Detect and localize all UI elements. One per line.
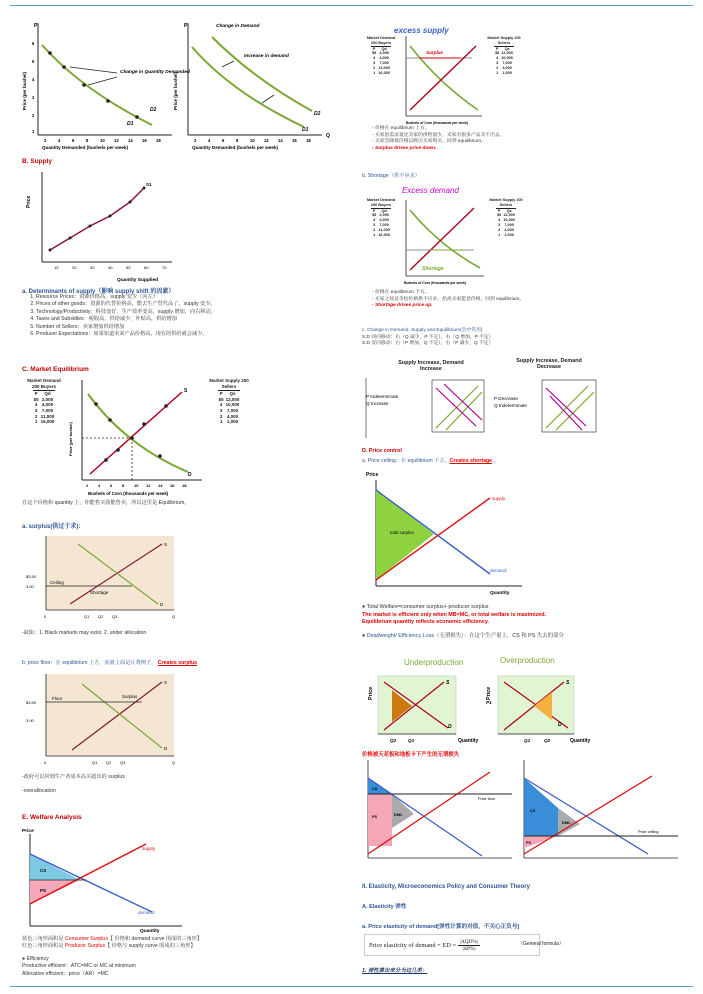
svg-text:2: 2 (44, 138, 47, 143)
p-axis-label: P (34, 23, 38, 29)
svg-text:S1: S1 (146, 182, 152, 187)
demand-graphs (22, 15, 342, 153)
svg-text:Quantity Supplied: Quantity Supplied (117, 278, 159, 283)
svg-text:Price: Price (368, 686, 374, 700)
svg-text:2: 2 (86, 483, 89, 488)
ceiling-note: -缺陷：1. Black markets may exist. 2. under allocation (22, 630, 147, 636)
svg-text:CS: CS (530, 809, 536, 813)
svg-text:3: 3 (32, 95, 35, 100)
svg-text:Q2: Q2 (98, 614, 104, 619)
demand-curve (42, 45, 152, 125)
determinants-heading: a. Determinants of supply（影响 supply shift 的因素） (22, 289, 175, 295)
svg-text:P Indeterminate: P Indeterminate (366, 394, 399, 399)
svg-text:Quantity: Quantity (140, 929, 160, 934)
svg-text:6: 6 (72, 138, 75, 143)
svg-text:S: S (446, 680, 450, 686)
change-g2-title: Supply Increase, Demand Decrease (516, 358, 582, 370)
es-supply-table: Market Supply 200 Sellers P Qs $5 12,000 4 10,000 3 7,000 2 4,000 1 1,000 (487, 36, 521, 75)
svg-text:Quantity: Quantity (458, 738, 479, 744)
y-label: Price (per bushel) (22, 71, 27, 110)
svg-text:6: 6 (110, 483, 113, 488)
x-label: Quantity Demanded (bushels per week) (42, 145, 129, 150)
svg-text:D: D (164, 746, 168, 751)
svg-text:40: 40 (108, 265, 113, 270)
svg-text:Q: Q (326, 133, 330, 139)
svg-text:S: S (164, 542, 168, 547)
dwl-graphs (362, 670, 602, 748)
svg-text:Bushels of Corn (thousands per: Bushels of Corn (thousands per week) (406, 121, 468, 125)
determinants-list: 1. Resource Prices：资源价格高，supply 变少（向左） 2. Prices of other goods：资源的代替价格高，能去生产替代品了，supply 变少。 3. Technology/Productivity：科技变好，生产效率变高，supply 增加，向右移动。 4. Taxes and Subsidies：税收高，供给减少，补贴高，供给增加 5. Number of Sellers：卖家增加供给增加 6. Producer Expectations：如果知道未来产品价格高，现在的供给就会减少。 (22, 294, 342, 338)
svg-text:0: 0 (44, 760, 47, 765)
svg-text:1: 1 (32, 129, 35, 134)
svg-text:Price floor: Price floor (478, 797, 496, 801)
svg-text:Price ceiling: Price ceiling (638, 830, 659, 834)
svg-text:Q1: Q1 (84, 614, 90, 619)
svg-text:30: 30 (90, 265, 95, 270)
svg-text:CS: CS (372, 787, 378, 791)
section-ii-heading: II. Elasticity, Microeconomics Policy and Consumer Theory (362, 884, 530, 890)
svg-text:supply: supply (142, 846, 156, 851)
svg-text:6: 6 (32, 41, 35, 46)
svg-text:Price: Price (366, 472, 379, 478)
floor-ceiling-graphs (362, 758, 682, 862)
bottom-rule (10, 986, 693, 987)
svg-text:Q1: Q1 (408, 738, 415, 743)
svg-text:DWL: DWL (394, 813, 403, 817)
svg-text:D: D (448, 724, 452, 730)
svg-text:20: 20 (72, 265, 77, 270)
svg-text:70: 70 (162, 265, 167, 270)
demand-table: Market Demand 200 Buyers P Qd $5 2,000 4 4,000 3 7,000 2 11,000 1 16,000 (27, 378, 61, 425)
svg-text:2: 2 (32, 113, 35, 118)
svg-text:4: 4 (32, 77, 35, 82)
svg-text:Bushels of Corn (thousands per: Bushels of Corn (thousands per week) (88, 491, 169, 496)
svg-text:Price (per bushel): Price (per bushel) (173, 71, 178, 110)
svg-text:14: 14 (128, 138, 133, 143)
top-rule (10, 5, 693, 6)
floor-graph (22, 672, 192, 772)
ceiling-graph (22, 534, 192, 626)
svg-text:8: 8 (86, 138, 89, 143)
svg-text:Q3: Q3 (112, 614, 118, 619)
svg-text:5: 5 (32, 59, 35, 64)
welfare-heading: E. Welfare Analysis (22, 814, 82, 821)
svg-text:P: P (184, 23, 188, 29)
elasticity-formula: Price elasticity of demand = ED = |ΔQD%| |ΔP%| (364, 934, 540, 956)
svg-text:16: 16 (170, 483, 175, 488)
svg-text:Price: Price (22, 829, 34, 834)
svg-text:S: S (184, 388, 188, 394)
welfare-graph (22, 824, 202, 934)
svg-text:12: 12 (264, 138, 269, 143)
shortage-heading: b. Shortage（供不应求） (362, 173, 420, 179)
svg-text:Q: Q (172, 614, 176, 619)
svg-text:Floor: Floor (52, 696, 63, 701)
svg-text:3.00: 3.00 (26, 718, 34, 723)
price-control-heading: D. Price control (362, 448, 402, 454)
svg-text:DWL: DWL (562, 821, 571, 825)
svg-text:Price: Price (26, 195, 32, 208)
svg-text:Ceiling: Ceiling (50, 580, 64, 585)
svg-text:Shortage: Shortage (422, 266, 444, 272)
surplus-heading: a. surplus(供过于求): (22, 524, 81, 530)
inc-annotation: Increase in demand (244, 54, 289, 59)
price-floor-heading: b. price floor：在 equilibrium 上方，底就上面是让费例子。 Creates surplus (22, 660, 197, 666)
excess-supply-title: excess supply (394, 26, 449, 35)
svg-text:Q Indeterminate: Q Indeterminate (494, 403, 527, 408)
svg-text:Surplus: Surplus (426, 50, 444, 55)
svg-text:Q1: Q1 (524, 738, 531, 743)
svg-text:D: D (188, 472, 192, 478)
svg-text:0: 0 (44, 614, 47, 619)
svg-text:S: S (566, 680, 570, 686)
svg-text:Surplus: Surplus (122, 694, 138, 699)
excess-supply-notes: - 价格在 equilibrium 上方。 - 买家因需求量比卖家的供给量少，卖家有很多产品卖不出去。 - 卖家会降低价格以吸引买家购买，回到 equilibrium。 - Surplus drives price down. (362, 126, 682, 152)
supply-graph (22, 168, 182, 286)
welfare-notes: 蓝色三角形面积是 Consumer Surplus【 价格和 demand curve 围成的三角形】 红色三角形面积是 Producer Surplus【 价格与 supply curve 围成的三角形】 ● Efficiency Productive efficient：ATC=MC or MC at minimum Allocative efficient：price（AR）=MC (22, 936, 203, 977)
change-graphs (362, 376, 602, 442)
svg-text:6: 6 (222, 138, 225, 143)
cd-title: Change in Demand (216, 24, 260, 29)
svg-text:Price (per bushel): Price (per bushel) (68, 422, 73, 456)
svg-text:4: 4 (98, 483, 101, 488)
svg-text:Bushels of Corn (thousands per: Bushels of Corn (thousands per week) (404, 281, 466, 285)
svg-text:14: 14 (158, 483, 163, 488)
svg-text:PS: PS (526, 841, 532, 845)
svg-text:Q3: Q3 (120, 760, 126, 765)
svg-text:P Decrease: P Decrease (494, 396, 518, 401)
underproduction-title: Underproduction (404, 658, 464, 667)
market-eq-heading: C. Market Equilibrium (22, 366, 89, 373)
svg-text:S: S (164, 680, 168, 685)
floor-note-1: -政府可以回到生产者成本高买超出的 surplus (22, 774, 125, 780)
svg-text:8: 8 (122, 483, 125, 488)
svg-text:demand: demand (490, 568, 507, 573)
qd-annotation: Change in Quantity Demanded (120, 70, 190, 75)
svg-text:10: 10 (54, 265, 59, 270)
svg-text:Shortage: Shortage (90, 590, 109, 595)
sh-demand-table: Market Demand 200 Buyers P Qd $5 2,000 4 4,000 3 7,000 2 11,000 1 16,000 (366, 198, 396, 237)
svg-text:Q2: Q2 (106, 760, 112, 765)
svg-text:CS: CS (40, 868, 47, 873)
dwl-red-note: 价格被天花板和地板卡下产生的无谓损失 (362, 752, 460, 758)
svg-text:Quantity: Quantity (570, 738, 591, 744)
excess-supply-graph (400, 34, 486, 126)
svg-text:18: 18 (182, 483, 187, 488)
svg-text:PS: PS (372, 815, 378, 819)
svg-text:demand: demand (138, 910, 155, 915)
svg-text:Price: Price (486, 686, 492, 700)
svg-text:PS: PS (40, 888, 47, 893)
svg-text:D1: D1 (127, 121, 134, 127)
shortage-graph (400, 198, 488, 288)
supply-table: Market Supply 200 Sellers P Qs $5 12,000 4 10,000 3 7,000 2 4,000 1 1,000 (209, 378, 249, 425)
svg-text:10: 10 (250, 138, 255, 143)
svg-text:D: D (160, 602, 164, 607)
svg-text:D1: D1 (302, 127, 309, 133)
ceiling-surplus-graph (362, 468, 522, 598)
change-g1-title: Supply Increase, Demand Increase (398, 360, 464, 372)
equilibrium-graph (66, 376, 206, 500)
elasticity-types: 1. 弹性算出来分为这几类： (362, 968, 428, 974)
svg-text:4: 4 (208, 138, 211, 143)
svg-text:D2: D2 (314, 111, 321, 117)
svg-text:12: 12 (146, 483, 151, 488)
sh-supply-table: Market Supply 200 Sellers P Qs $5 12,000 4 10,000 3 7,000 2 4,000 1 1,000 (489, 198, 523, 237)
general-formula: （General formula） (518, 941, 564, 947)
elasticity-heading: A. Elasticity 弹性 (362, 904, 407, 910)
svg-text:Q1: Q1 (92, 760, 98, 765)
svg-text:16: 16 (142, 138, 147, 143)
svg-text:4: 4 (58, 138, 61, 143)
svg-text:10: 10 (100, 138, 105, 143)
svg-text:12: 12 (114, 138, 119, 143)
svg-text:Quantity: Quantity (490, 591, 510, 596)
svg-text:3.00: 3.00 (26, 584, 34, 589)
svg-text:D2: D2 (150, 107, 157, 113)
svg-text:Q Increase: Q Increase (366, 401, 389, 406)
svg-text:16: 16 (292, 138, 297, 143)
svg-text:P1: P1 (486, 700, 492, 705)
shortage-notes: - 价格在 equilibrium 下方。 - 买家之间竞争抬价格供不应求，抬高买家愿意价格，回到 equilibrium。 - Shortage drives price up. (362, 290, 682, 310)
overproduction-title: Overproduction (500, 656, 555, 665)
es-demand-table: Market Demand 200 Buyers P Qd $5 2,000 4 4,000 3 7,000 2 11,000 1 16,000 (366, 36, 396, 75)
svg-text:D: D (558, 722, 562, 728)
svg-text:18: 18 (156, 138, 161, 143)
svg-text:Q2: Q2 (544, 738, 551, 743)
ceiling-heading: a. Price ceiling：在 equilibrium 下方。Creates shortage (362, 458, 493, 464)
qd-graph (22, 23, 191, 150)
svg-text:14: 14 (278, 138, 283, 143)
cd-graph (173, 23, 330, 150)
svg-text:supply: supply (492, 496, 506, 501)
welfare-bullets: ● Total Welfare=consumer surplus+ producer surplus The market is efficient only when MB=MC, or total welfare is maximized. Equilibrium quantity reflects economic efficiency. ● Deadweight/ Efficiency Loss（无谓损失）：在这个生产量上，CS 和 PS 失去的部分 (362, 604, 564, 639)
svg-text:60: 60 (144, 265, 149, 270)
svg-text:$3.50: $3.50 (26, 700, 37, 705)
svg-text:total surplus: total surplus (390, 530, 414, 535)
change-notes: c. Change in Demand, Supply and Equilibrium(会中常用) S,D 同向移动：右（Q 减少，P 不定），右（Q 增加，P 不定） S,D 反向移动：右（P 增加，Q 不定），右（P 减少，Q 不定） (362, 328, 494, 347)
svg-text:50: 50 (126, 265, 131, 270)
shortage-title: Excess demand (402, 186, 459, 195)
svg-text:10: 10 (134, 483, 139, 488)
svg-text:$3.50: $3.50 (26, 574, 37, 579)
ped-heading: a. Price elasticity of demand[弹性计算的对值，不关心正负号] (362, 924, 520, 930)
svg-text:Quantity Demanded (bushels per: Quantity Demanded (bushels per week) (192, 145, 279, 150)
svg-text:Q: Q (172, 760, 176, 765)
svg-text:Q2: Q2 (390, 738, 397, 743)
eq-caption: 在这个价格和 quantity 上，你能售买我能售卖，所以这里是 Equilibrium。 (22, 500, 190, 506)
svg-text:8: 8 (236, 138, 239, 143)
supply-heading: B. Supply (22, 158, 52, 165)
svg-text:2: 2 (194, 138, 197, 143)
svg-text:18: 18 (306, 138, 311, 143)
floor-note-2: -overallocation (22, 788, 56, 794)
